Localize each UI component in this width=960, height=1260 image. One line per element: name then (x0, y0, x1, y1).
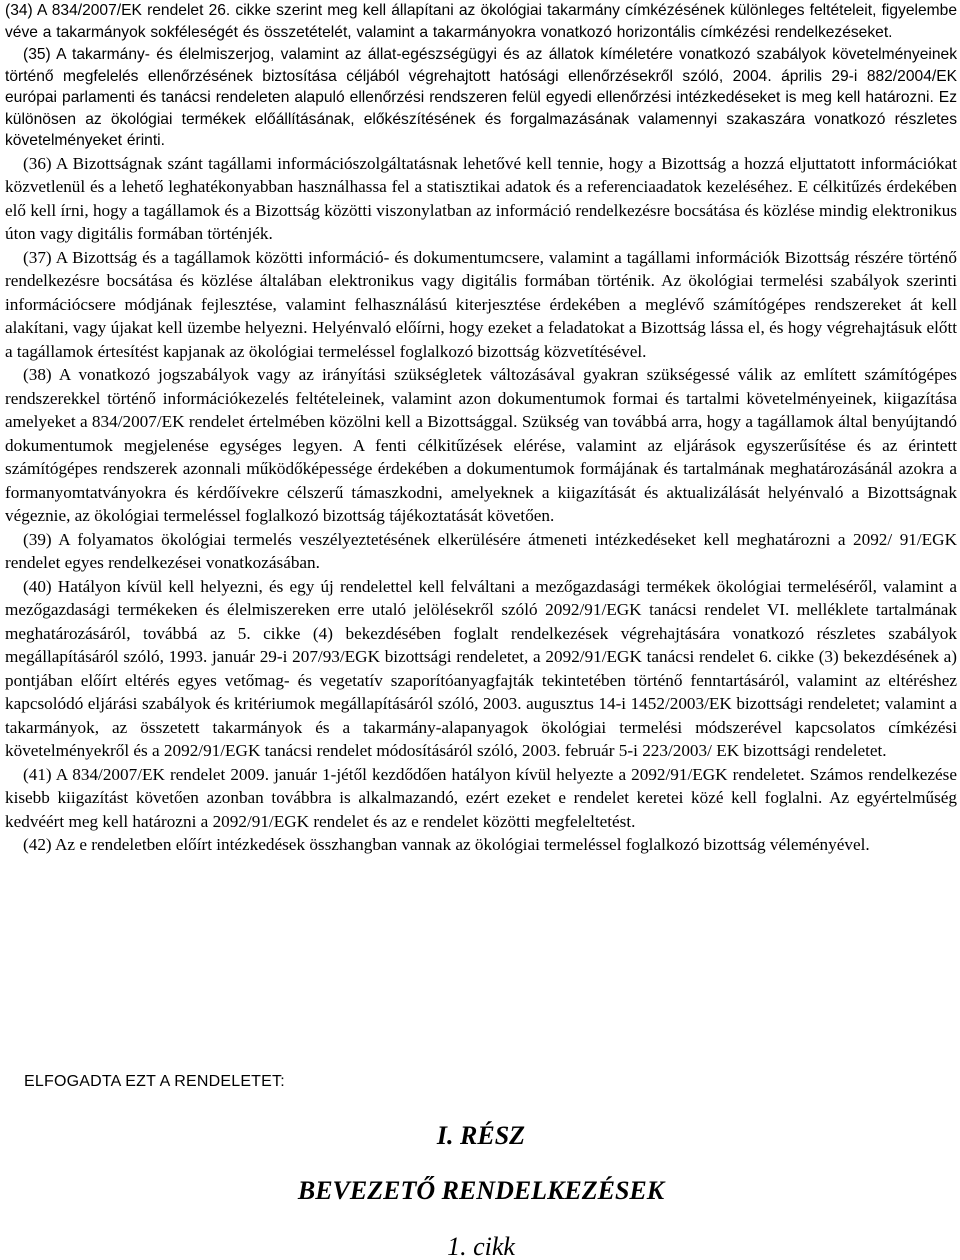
paragraph-37: (37) A Bizottság és a tagállamok közötti információ- és dokumentumcsere, valamint a tagállami információk Bizottság részére történő rendelkezésre bocsátása és közlése általában elektronikus vagy digitális formában történik. Az ökológiai termelési szabályok szerinti információcsere módjának fejlesztése, valamint felhasználású kiterjesztése érdekében a meglévő számítógépes rendszereket át kell alakítani, vagy újakat kell üzembe helyezni. Helyénvaló előírni, hogy ezeket a feladatokat a Bizottság lássa el, és hogy végrehajtásuk előtt a tagállamok értesítést kapjanak az ökológiai termeléssel foglalkozó bizottság közvetítésével. (5, 247, 957, 361)
paragraph-36: (36) A Bizottságnak szánt tagállami információszolgáltatásnak lehetővé kell tennie, hogy a Bizottság a hozzá eljuttatott információkat közvetlenül és a lehető leghatékonyabban használhassa fel a statisztikai adatok és a referenciaadatok kezeléséhez. E célkitűzés érdekében elő kell írni, hogy a tagállamok és a Bizottság közötti viszonylatban az információ rendelkezésre bocsátása és közlése mindig elektronikus úton vagy digitális formában történjék. (5, 153, 957, 243)
paragraph-42: (42) Az e rendeletben előírt intézkedések összhangban vannak az ökológiai termeléssel foglalkozó bizottság véleményével. (23, 835, 870, 854)
paragraph-40: (40) Hatályon kívül kell helyezni, és egy új rendelettel kell felváltani a mezőgazdasági termékek ökológiai termeléséről, valamint a mezőgazdasági termékeken és élelmiszereken erre utaló jelölésekről szóló 2092/91/EGK tanácsi rendelet VI. melléklete tartalmának meghatározásáról, továbbá az 5. cikke (4) bekezdésében foglalt rendelkezések végrehajtására vonatkozó részletes szabályok megállapításáról szóló, 1993. január 29-i 207/93/EGK bizottsági rendeletet, a 2092/91/EGK tanácsi rendelet 6. cikke (3) bekezdésének a) pontjában előírt eltérés egyes vetőmag- és vegetatív szaporítóanyagfajták tekintetében történő fenntartásáról, valamint az eltéréshez kapcsolódó eljárási szabályok és kritériumok megállapításáról szóló, 2003. augusztus 14-i 1452/2003/EK bizottsági rendeletet; valamint a takarmányok, az összetett takarmányok és a takarmány-alapanyagok ökológiai termelési módszerével kapcsolatos címkézési követelményekről és a 2092/91/EGK tanácsi rendelet módosításáról szóló, 2003. február 5-i 223/2003/ EK bizottsági rendeletet. (5, 576, 957, 760)
paragraph-35: (35) A takarmány- és élelmiszerjog, valamint az állat-egészségügyi és az állatok kíméletére vonatkozó szabályok követelményeinek történő megfelelés ellenőrzésének biztosítása céljából végrehajtott hatósági ellenőrzésekről szóló, 2004. április 29-i 882/2004/EK európai parlamenti és tanácsi rendeleten alapuló ellenőrzési rendszeren felül egyedi ellenőrzési intézkedéseket is meg kell határozni. Ez különösen az ökológiai termékek előállításának, előkészítésének és forgalmazásának valamennyi szakaszára vonatkozó részletes követelményeket érinti. (5, 46, 957, 149)
adoption-statement: ELFOGADTA EZT A RENDELETET: (24, 1073, 285, 1090)
article-title: 1. cikk (447, 1232, 515, 1260)
paragraph-41: (41) A 834/2007/EK rendelet 2009. január 1-jétől kezdődően hatályon kívül helyezte a 2092/91/EGK rendeletet. Számos rendelkezése kisebb kiigazítást követően azonban továbbra is alkalmazandó, ezért ezeket e rendelet keretei közé kell foglalni. Az egyértelműség kedvéért meg kell határozni a 2092/91/EGK rendelet és az e rendelet közötti megfeleltetést. (5, 764, 957, 831)
paragraph-34: (34) A 834/2007/EK rendelet 26. cikke szerint meg kell állapítani az ökológiai takarmány címkézésének különleges feltételeit, figyelembe véve a takarmányok sokféleségét és összetételét, valamint a takarmányokra vonatkozó horizontális címkézési rendelkezéseket. (5, 2, 957, 41)
paragraph-38: (38) A vonatkozó jogszabályok vagy az irányítási szükségletek változásával gyakran szükségessé válik az említett számítógépes rendszerekkel történő információkezelés feltételeinek, valamint azon dokumentumok formai és tartalmi követelményeinek, kiigazítása amelyeket a 834/2007/EK rendelet értelmében közölni kell a Bizottsággal. Szükség van továbbá arra, hogy a tagállamok által benyújtandó dokumentumok megjelenése egységes legyen. A fenti célkitűzések elérése, valamint az eljárások egyszerűsítése és az érintett számítógépes rendszerek azonnali működőképessége érdekében a dokumentumok formájának és tartalmának meghatározásánál azokra a formanyomtatványokra és kérdőívekre célszerű támaszkodni, amelyeknek a kiigazítását és aktualizálását helyénvaló a Bizottságnak végeznie, az ökológiai termeléssel foglalkozó bizottság tájékoztatását követően. (5, 365, 957, 525)
part-subtitle: BEVEZETŐ RENDELKEZÉSEK (297, 1176, 665, 1205)
paragraph-39: (39) A folyamatos ökológiai termelés veszélyeztetésének elkerülésére átmeneti intézkedéseket kell meghatározni a 2092/ 91/EGK rendelet egyes rendelkezései vonatkozásában. (5, 529, 957, 572)
part-title: I. RÉSZ (436, 1121, 526, 1150)
document-page (5, 0, 957, 1260)
